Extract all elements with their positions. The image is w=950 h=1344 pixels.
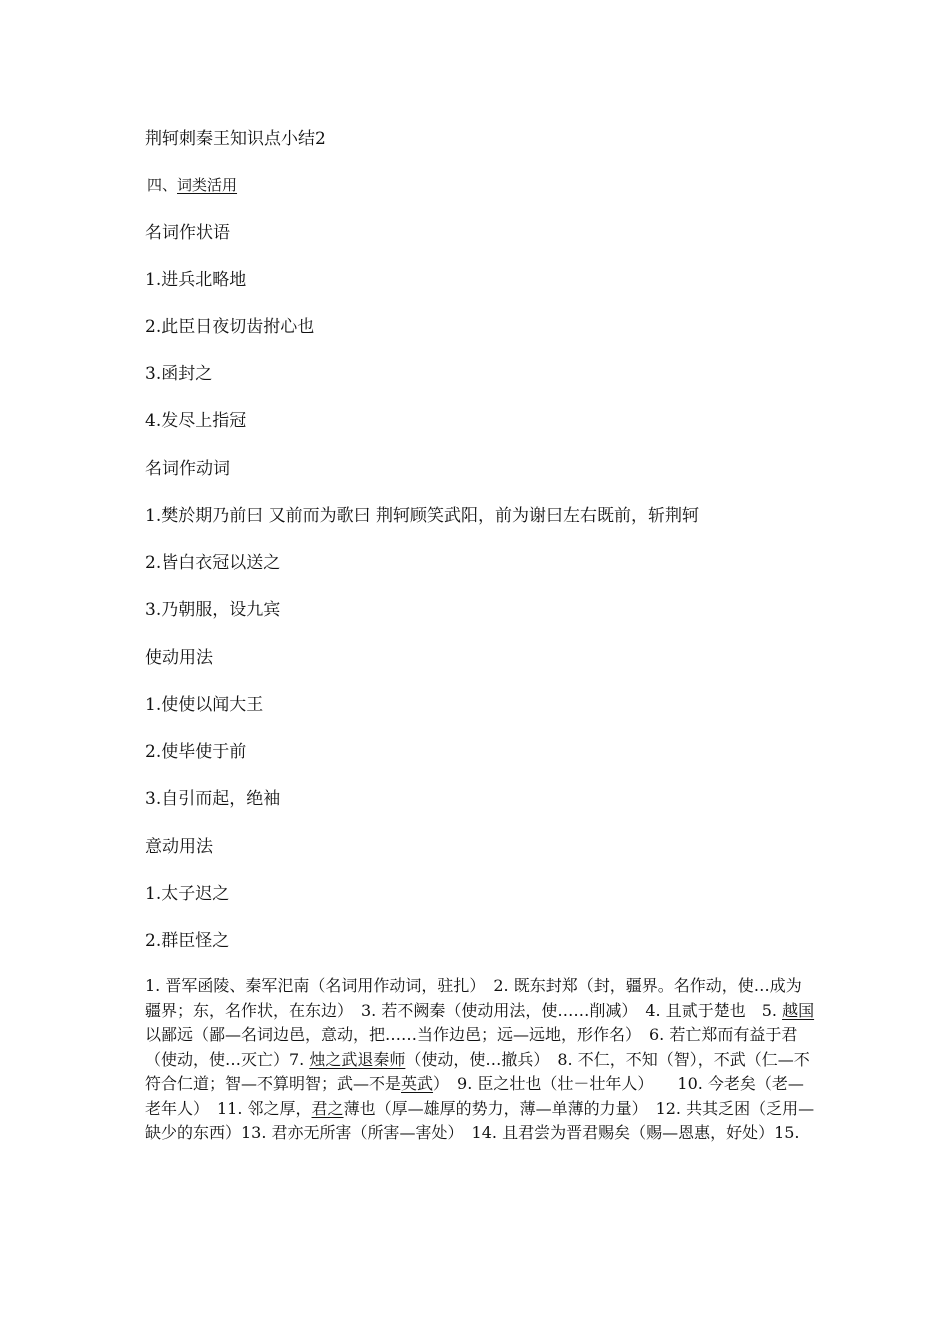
list-item: 2.群臣怪之 bbox=[145, 931, 230, 951]
list-item: 1.樊於期乃前曰 又前而为歌曰 荆轲顾笑武阳，前为谢曰左右既前，斩荆轲 bbox=[145, 506, 700, 526]
group-heading: 名词作动词 bbox=[145, 459, 230, 479]
group-heading: 意动用法 bbox=[145, 837, 213, 857]
list-item: 2.使毕使于前 bbox=[145, 742, 247, 762]
examples-paragraph bbox=[145, 974, 815, 1146]
list-item: 1.使使以闻大王 bbox=[145, 695, 264, 715]
section-prefix: 四、 bbox=[147, 176, 178, 194]
group-heading: 名词作状语 bbox=[145, 223, 230, 243]
group-heading: 使动用法 bbox=[145, 648, 213, 668]
list-item: 4.发尽上指冠 bbox=[145, 411, 247, 431]
list-item: 2.皆白衣冠以送之 bbox=[145, 553, 281, 573]
underlined-text: 越国 bbox=[782, 1000, 815, 1020]
underlined-text: 君之 bbox=[311, 1098, 344, 1118]
paragraph-text: （使动，使…撤兵） 8. 不仁，不知（智），不武（仁—不符合仁道；智—不算明智；武—不是 bbox=[145, 1049, 810, 1093]
underlined-text: 烛之武退秦师 bbox=[309, 1049, 406, 1069]
paragraph-text: 以鄙远（鄙—名词边邑，意动，把……当作边邑；远—远地，形作名） 6. 若亡郑而有益于君（使动，使…灭亡）7. bbox=[145, 1025, 798, 1069]
list-item: 3.自引而起，绝袖 bbox=[145, 789, 281, 809]
paragraph-text: ） 9. 臣之壮也（壮－壮年人） 10. 今老矣（老—老年人） 11. 邻之厚， bbox=[145, 1074, 804, 1118]
section-heading bbox=[147, 174, 237, 196]
paragraph-text: 薄也（厚—雄厚的势力，薄—单薄的力量） 12. 共其乏困（乏用—缺少的东西）13. 君亦无所害（所害—害处） 14. 且君尝为晋君赐矣（赐—恩惠，好处）15. bbox=[145, 1098, 815, 1142]
underlined-text: 英武 bbox=[401, 1074, 434, 1093]
list-item: 3.乃朝服，设九宾 bbox=[145, 600, 281, 620]
list-item: 2.此臣日夜切齿拊心也 bbox=[145, 317, 315, 337]
paragraph-text: 1. 晋军函陵、秦军汜南（名词用作动词，驻扎） 2. 既东封郑（封，疆界。名作动，使…成为疆界；东，名作状，在东边） 3. 若不阙秦（使动用法，使……削减） 4. 且贰于楚也 5. bbox=[145, 976, 802, 1020]
list-item: 1.进兵北略地 bbox=[145, 270, 247, 290]
list-item: 1.太子迟之 bbox=[145, 884, 230, 904]
document-title: 荆轲刺秦王知识点小结2 bbox=[145, 129, 326, 149]
section-heading-link: 词类活用 bbox=[177, 176, 238, 194]
list-item: 3.函封之 bbox=[145, 364, 213, 384]
